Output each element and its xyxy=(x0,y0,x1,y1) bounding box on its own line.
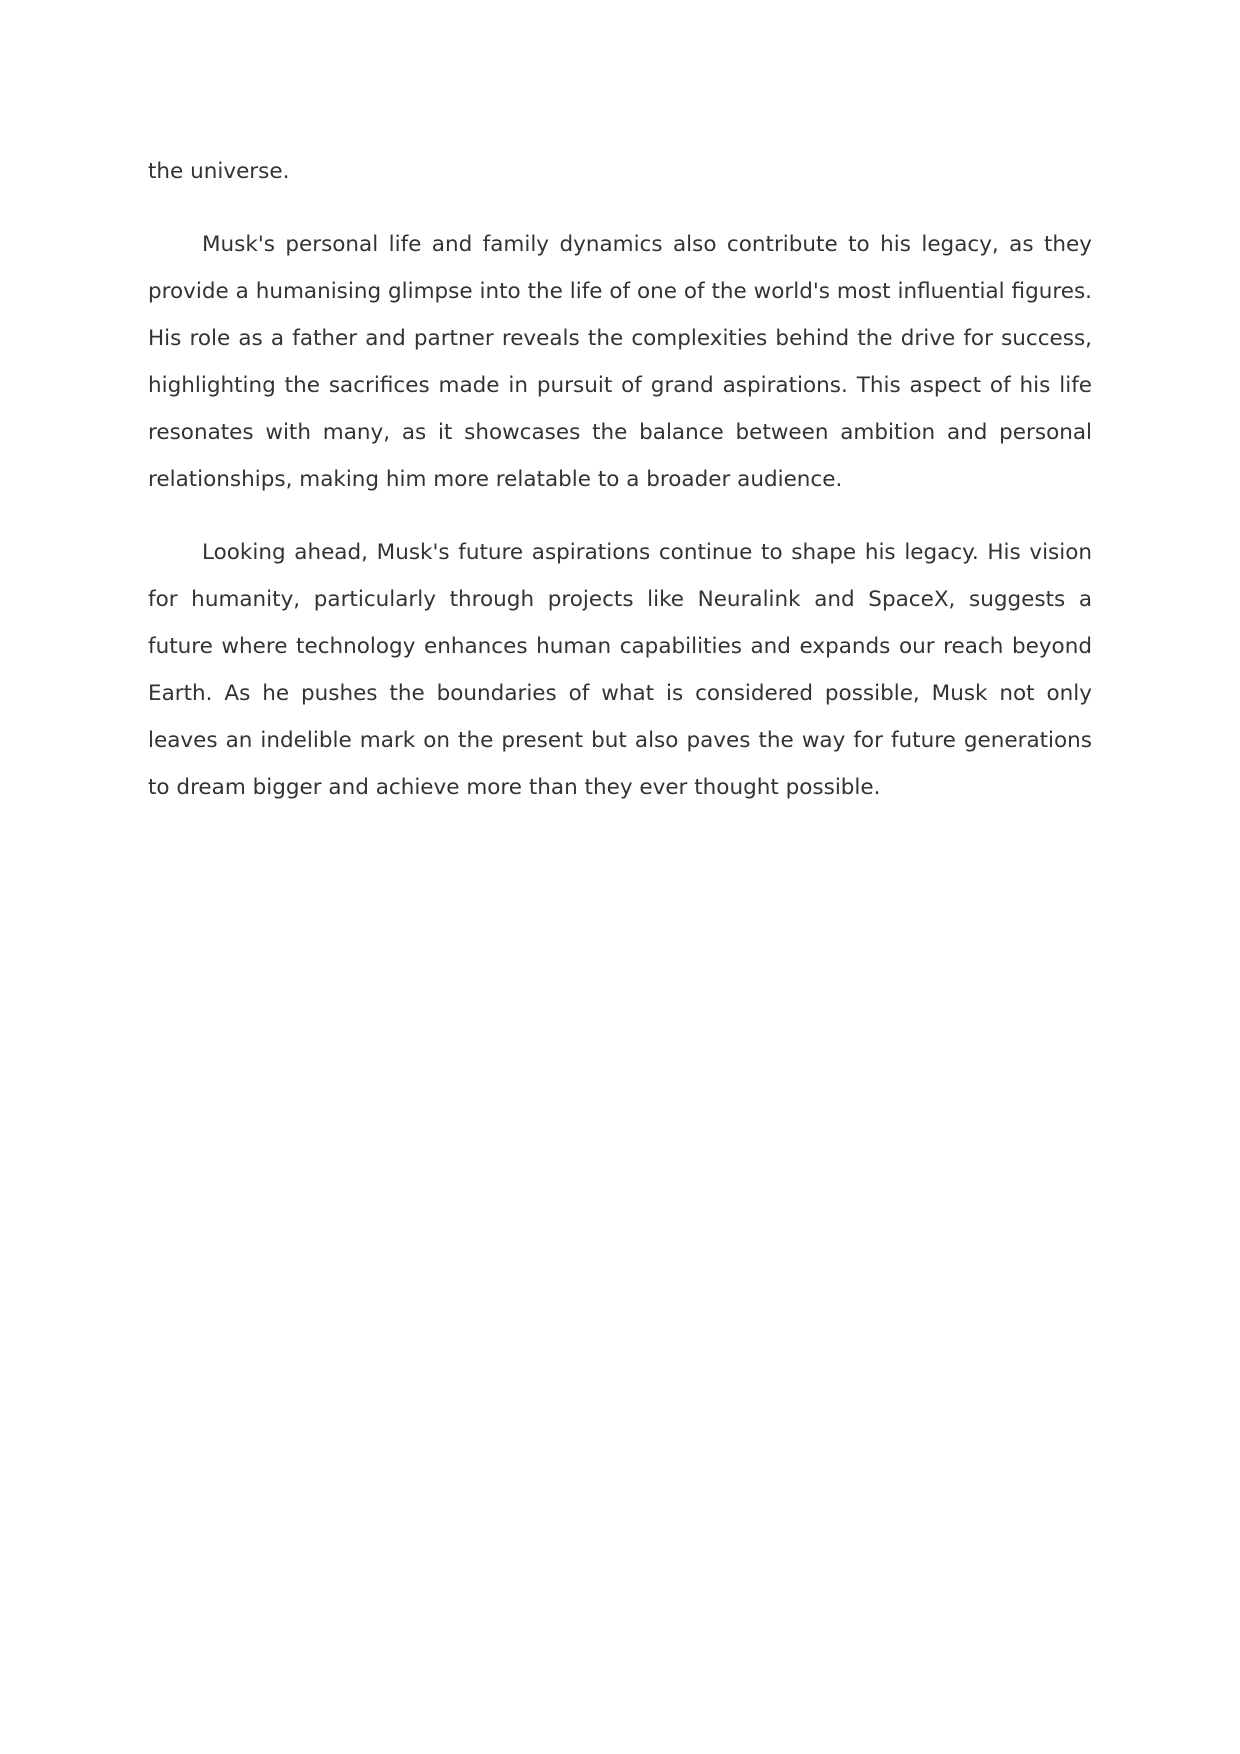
paragraph-continuation: the universe. xyxy=(148,159,290,184)
paragraph-future-aspirations: Looking ahead, Musk's future aspirations continue to shape his legacy. His vision for humanity, particularly through projects like Neuralink and SpaceX, suggests a future where technology enhances human capabilities and expands our reach beyond Earth. As he pushes the boundaries of what is considered possible, Musk not only leaves an indelible mark on the present but also paves the way for future generations to dream bigger and achieve more than they ever thought possible. xyxy=(148,540,1092,800)
paragraph-personal-life: Musk's personal life and family dynamics also contribute to his legacy, as they provide a humanising glimpse into the life of one of the world's most influential figures. His role as a father and partner reveals the complexities behind the drive for success, highlighting the sacrifices made in pursuit of grand aspirations. This aspect of his life resonates with many, as it showcases the balance between ambition and personal relationships, making him more relatable to a broader audience. xyxy=(148,232,1092,492)
body-text xyxy=(148,148,1092,837)
